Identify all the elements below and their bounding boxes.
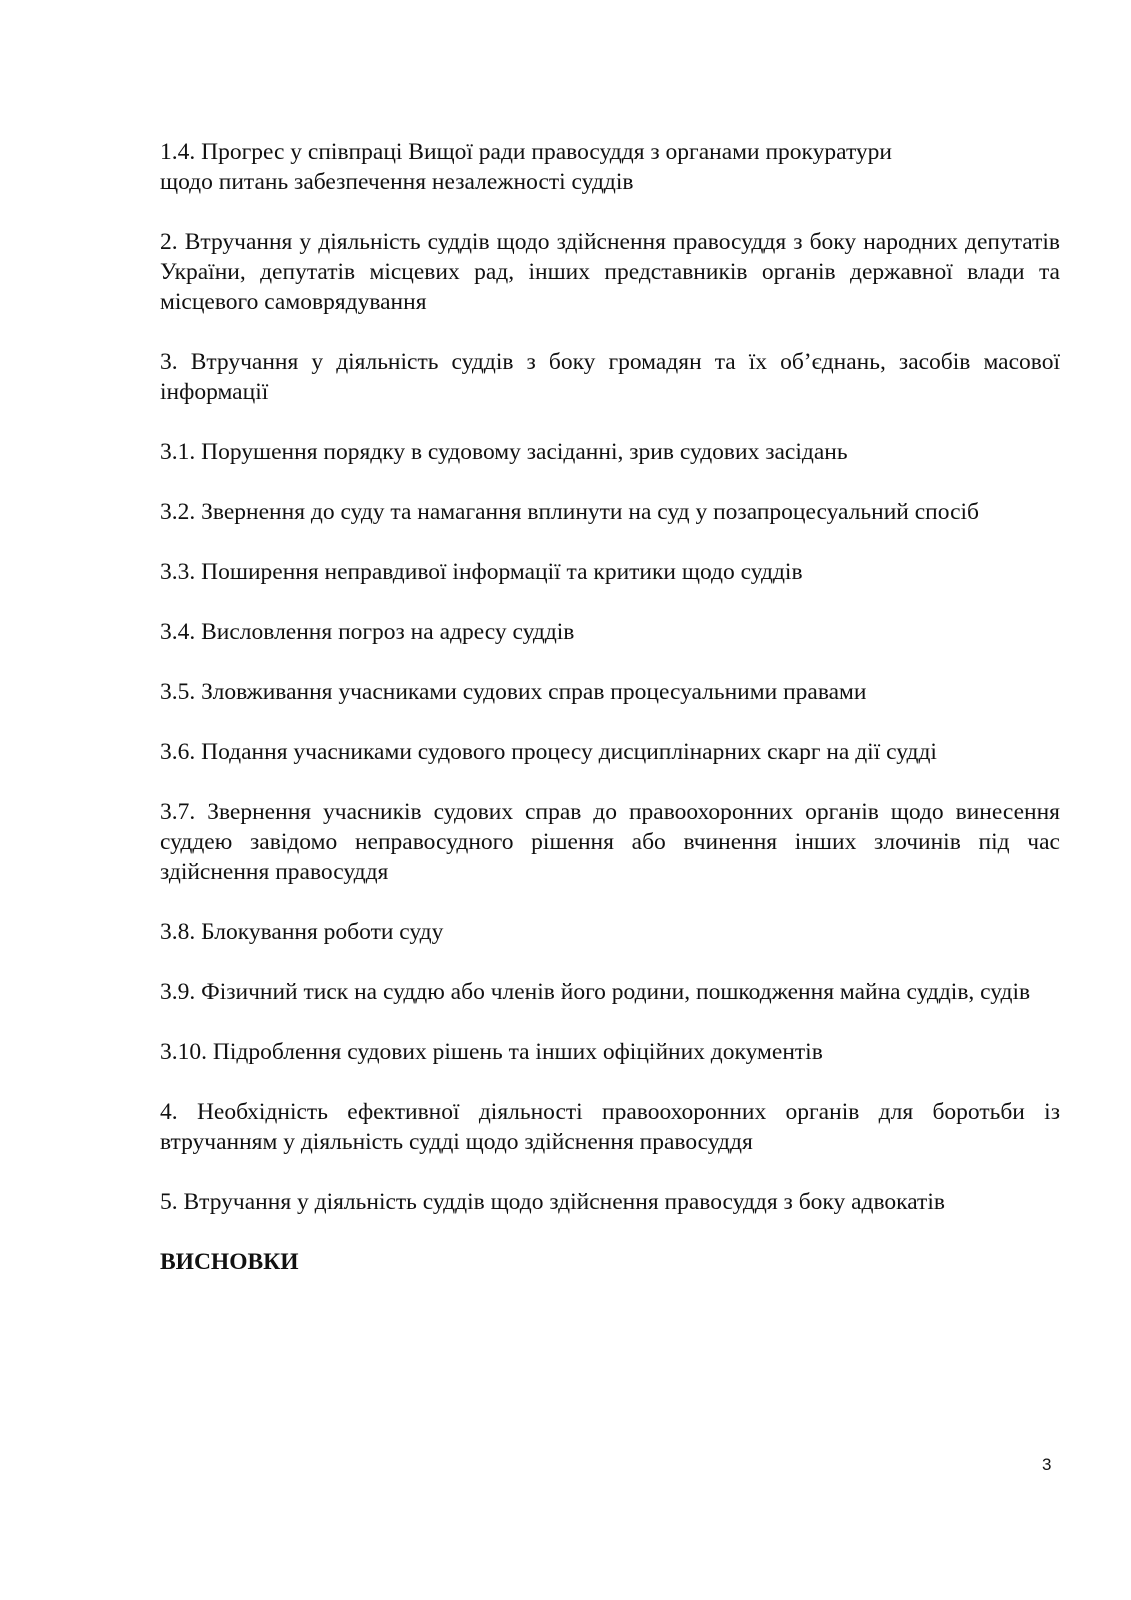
item-4: 4. Необхідність ефективної діяльності правоохоронних органів для боротьби із втручанням у діяльність судді щодо здійснення правосуддя [160, 1099, 1060, 1155]
item-3-9: 3.9. Фізичний тиск на суддю або членів його родини, пошкодження майна суддів, судів [160, 979, 1031, 1005]
document-content [160, 137, 1060, 1277]
item-2: 2. Втручання у діяльність суддів щодо здійснення правосуддя з боку народних депутатів України, депутатів місцевих рад, інших представників органів державної влади та місцевого самоврядування [160, 229, 1060, 315]
item-3-10: 3.10. Підроблення судових рішень та інших офіційних документів [160, 1039, 823, 1065]
item-3-4: 3.4. Висловлення погроз на адресу суддів [160, 619, 575, 645]
item-3-2: 3.2. Звернення до суду та намагання вплинути на суд у позапроцесуальний спосіб [160, 499, 980, 525]
item-3: 3. Втручання у діяльність суддів з боку громадян та їх об’єднань, засобів масової інформації [160, 349, 1060, 405]
item-3-7: 3.7. Звернення учасників судових справ до правоохоронних органів щодо винесення суддею завідомо неправосудного рішення або вчинення інших злочинів під час здійснення правосуддя [160, 799, 1060, 885]
item-3-6: 3.6. Подання учасниками судового процесу дисциплінарних скарг на дії судді [160, 739, 937, 765]
item-3-8: 3.8. Блокування роботи суду [160, 919, 444, 945]
item-3-1: 3.1. Порушення порядку в судовому засіданні, зрив судових засідань [160, 439, 848, 465]
page-number: 3 [1042, 1455, 1052, 1474]
item-1-4-line-2: щодо питань забезпечення незалежності суддів [160, 169, 634, 195]
item-3-3: 3.3. Поширення неправдивої інформації та критики щодо суддів [160, 559, 803, 585]
item-5: 5. Втручання у діяльність суддів щодо здійснення правосуддя з боку адвокатів [160, 1189, 945, 1215]
item-1-4-line-1: 1.4. Прогрес у співпраці Вищої ради правосуддя з органами прокуратури [160, 139, 892, 165]
item-1-4 [160, 137, 1060, 197]
conclusions-heading: ВИСНОВКИ [160, 1249, 299, 1275]
item-3-5: 3.5. Зловживання учасниками судових справ процесуальними правами [160, 679, 867, 705]
